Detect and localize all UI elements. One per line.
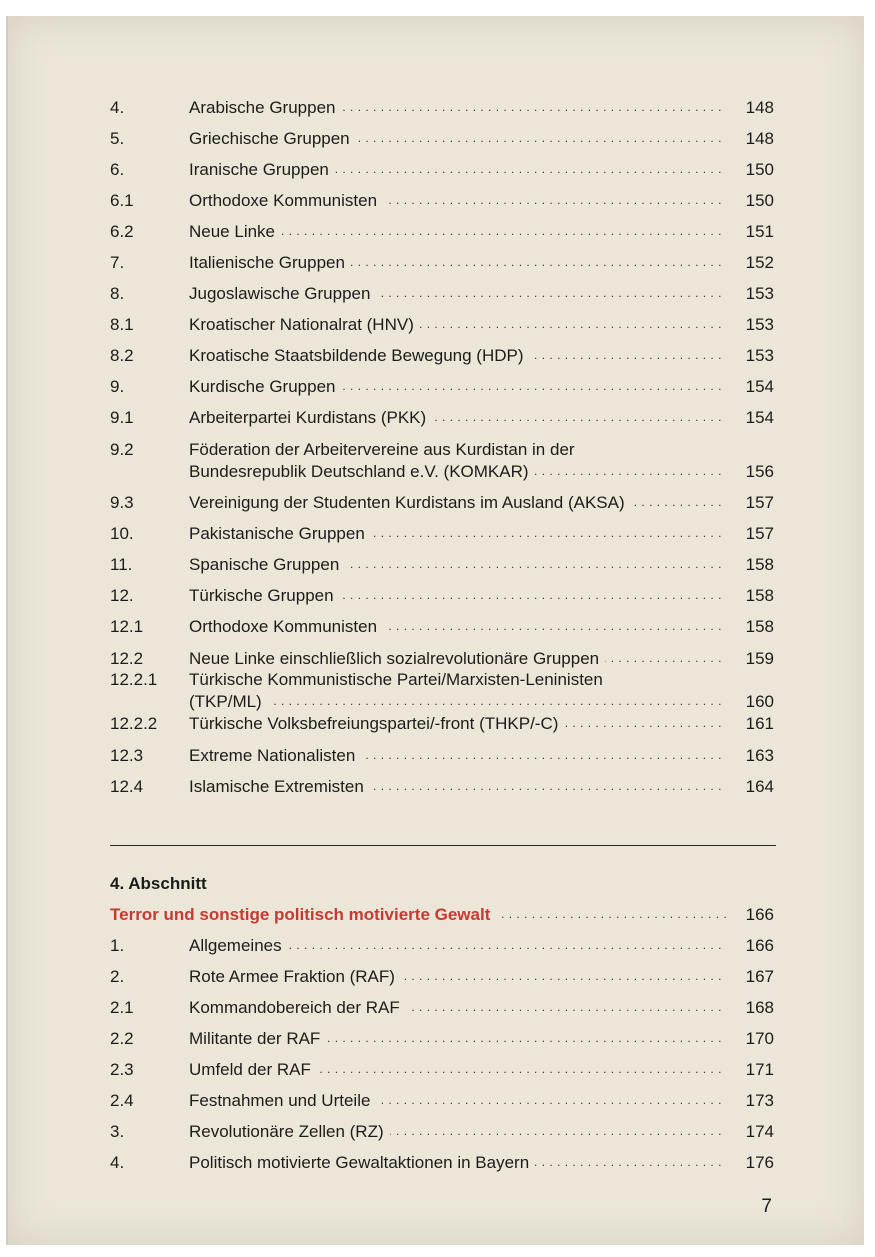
entry-page: 166 xyxy=(745,936,774,955)
entry-title: Islamische Extremisten xyxy=(189,777,370,796)
entry-page: 158 xyxy=(745,555,774,574)
entry-page: 159 xyxy=(745,649,774,668)
toc-entry xyxy=(8,221,864,242)
toc-entry xyxy=(8,997,864,1018)
entry-number: 2. xyxy=(110,967,125,986)
toc-entry-multiline xyxy=(8,439,864,460)
toc-entry xyxy=(8,523,864,544)
document-page xyxy=(6,16,864,1245)
entry-title: Arbeiterpartei Kurdistans (PKK) xyxy=(189,408,432,427)
entry-number: 9.2 xyxy=(110,440,134,459)
entry-page: 148 xyxy=(745,129,774,148)
entry-page: 148 xyxy=(745,98,774,117)
entry-title: Kommandobereich der RAF xyxy=(189,998,406,1017)
entry-page: 176 xyxy=(745,1153,774,1172)
entry-number: 8.1 xyxy=(110,315,134,334)
entry-title: Jugoslawische Gruppen xyxy=(189,284,376,303)
toc-entry xyxy=(8,554,864,575)
entry-number: 4. xyxy=(110,98,125,117)
section-heading: 4. Abschnitt xyxy=(110,874,207,893)
entry-title: Revolutionäre Zellen (RZ) xyxy=(189,1122,390,1141)
entry-title: Neue Linke xyxy=(189,222,281,241)
entry-title: Orthodoxe Kommunisten xyxy=(189,617,383,636)
entry-title: Bundesrepublik Deutschland e.V. (KOMKAR) xyxy=(189,462,535,481)
section-subtitle-entry xyxy=(8,904,864,925)
entry-title-line1: Türkische Kommunistische Partei/Marxisten-Leninisten xyxy=(189,670,609,689)
entry-title: Umfeld der RAF xyxy=(189,1060,317,1079)
entry-number: 10. xyxy=(110,524,134,543)
entry-title: Türkische Gruppen xyxy=(189,586,340,605)
entry-number: 6. xyxy=(110,160,125,179)
toc-entry xyxy=(8,190,864,211)
entry-title: Allgemeines xyxy=(189,936,288,955)
entry-page: 151 xyxy=(745,222,774,241)
entry-title: Italienische Gruppen xyxy=(189,253,351,272)
toc-entry xyxy=(8,97,864,118)
entry-page: 153 xyxy=(745,346,774,365)
toc-entry xyxy=(8,1121,864,1142)
entry-title: Kurdische Gruppen xyxy=(189,377,341,396)
toc-entry xyxy=(8,1152,864,1173)
entry-page: 166 xyxy=(745,905,774,924)
entry-page: 160 xyxy=(745,692,774,711)
entry-number: 2.4 xyxy=(110,1091,134,1110)
toc-entry xyxy=(8,648,864,669)
entry-page: 153 xyxy=(745,315,774,334)
entry-number: 2.1 xyxy=(110,998,134,1017)
toc-entry xyxy=(8,1090,864,1111)
entry-number: 12.4 xyxy=(110,777,144,796)
toc-entry xyxy=(8,314,864,335)
entry-title: Festnahmen und Urteile xyxy=(189,1091,376,1110)
entry-title: Arabische Gruppen xyxy=(189,98,341,117)
entry-title: Pakistanische Gruppen xyxy=(189,524,371,543)
entry-number: 6.1 xyxy=(110,191,134,210)
entry-title: Kroatische Staatsbildende Bewegung (HDP) xyxy=(189,346,530,365)
entry-number: 12.2 xyxy=(110,649,144,668)
toc-entry-multiline xyxy=(8,669,864,690)
toc-entry xyxy=(8,966,864,987)
entry-number: 11. xyxy=(110,555,133,574)
entry-title: Vereinigung der Studenten Kurdistans im Ausland (AKSA) xyxy=(189,493,631,512)
entry-title: Spanische Gruppen xyxy=(189,555,345,574)
toc-entry xyxy=(8,1059,864,1080)
toc-entry xyxy=(8,585,864,606)
entry-page: 168 xyxy=(745,998,774,1017)
entry-title: (TKP/ML) xyxy=(189,692,268,711)
entry-number: 8.2 xyxy=(110,346,134,365)
entry-page: 173 xyxy=(745,1091,774,1110)
entry-page: 171 xyxy=(745,1060,774,1079)
entry-page: 163 xyxy=(745,746,774,765)
entry-title: Militante der RAF xyxy=(189,1029,326,1048)
toc-entry xyxy=(8,745,864,766)
entry-page: 156 xyxy=(745,462,774,481)
entry-page: 174 xyxy=(745,1122,774,1141)
entry-page: 158 xyxy=(745,617,774,636)
entry-number: 9.1 xyxy=(110,408,134,427)
toc-entry xyxy=(8,713,864,734)
entry-number: 12. xyxy=(110,586,134,605)
entry-number: 5. xyxy=(110,129,125,148)
entry-title: Extreme Nationalisten xyxy=(189,746,361,765)
entry-page: 161 xyxy=(745,714,774,733)
entry-page: 164 xyxy=(745,777,774,796)
entry-title-line1: Föderation der Arbeitervereine aus Kurdistan in der xyxy=(189,440,581,459)
toc-entry xyxy=(8,492,864,513)
entry-title: Kroatischer Nationalrat (HNV) xyxy=(189,315,420,334)
page-number: 7 xyxy=(761,1196,772,1217)
entry-number: 2.3 xyxy=(110,1060,134,1079)
toc-entry xyxy=(8,252,864,273)
entry-title: Politisch motivierte Gewaltaktionen in Bayern xyxy=(189,1153,535,1172)
entry-number: 1. xyxy=(110,936,125,955)
toc-entry xyxy=(8,345,864,366)
entry-page: 153 xyxy=(745,284,774,303)
entry-title: Iranische Gruppen xyxy=(189,160,335,179)
entry-number: 9. xyxy=(110,377,125,396)
entry-number: 3. xyxy=(110,1122,125,1141)
entry-page: 150 xyxy=(745,191,774,210)
entry-number: 9.3 xyxy=(110,493,134,512)
section-subtitle: Terror und sonstige politisch motivierte Gewalt xyxy=(110,905,496,924)
entry-page: 152 xyxy=(745,253,774,272)
toc-entry xyxy=(8,283,864,304)
entry-title: Türkische Volksbefreiungspartei/-front (THKP/-C) xyxy=(189,714,564,733)
entry-page: 154 xyxy=(745,408,774,427)
entry-number: 6.2 xyxy=(110,222,134,241)
entry-title: Orthodoxe Kommunisten xyxy=(189,191,383,210)
entry-page: 157 xyxy=(745,493,774,512)
entry-number: 8. xyxy=(110,284,125,303)
toc-entry xyxy=(8,1028,864,1049)
entry-title: Neue Linke einschließlich sozialrevolutionäre Gruppen xyxy=(189,649,605,668)
entry-page: 150 xyxy=(745,160,774,179)
toc-entry xyxy=(8,159,864,180)
entry-number: 7. xyxy=(110,253,125,272)
entry-number: 12.1 xyxy=(110,617,144,636)
toc-entry xyxy=(8,935,864,956)
entry-title: Griechische Gruppen xyxy=(189,129,356,148)
toc-entry-continuation xyxy=(8,691,864,712)
entry-page: 167 xyxy=(745,967,774,986)
entry-number: 12.2.2 xyxy=(110,714,158,733)
toc-entry xyxy=(8,616,864,637)
section-divider xyxy=(110,845,776,846)
toc-entry xyxy=(8,376,864,397)
entry-title: Rote Armee Fraktion (RAF) xyxy=(189,967,401,986)
toc-entry xyxy=(8,776,864,797)
entry-page: 154 xyxy=(745,377,774,396)
entry-page: 158 xyxy=(745,586,774,605)
toc-entry xyxy=(8,128,864,149)
entry-number: 2.2 xyxy=(110,1029,134,1048)
entry-number: 12.3 xyxy=(110,746,144,765)
entry-number: 12.2.1 xyxy=(110,670,158,689)
toc-entry xyxy=(8,407,864,428)
entry-number: 4. xyxy=(110,1153,125,1172)
entry-page: 157 xyxy=(745,524,774,543)
entry-page: 170 xyxy=(745,1029,774,1048)
toc-entry-continuation xyxy=(8,461,864,482)
